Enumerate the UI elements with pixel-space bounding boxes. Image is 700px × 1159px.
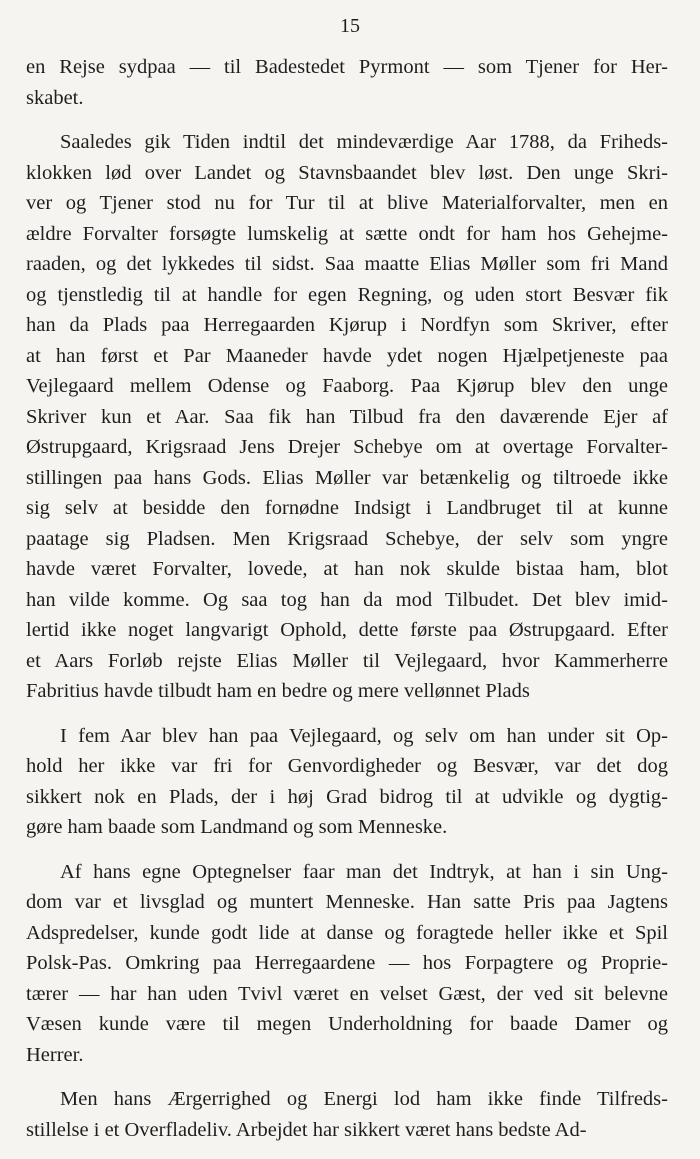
text-line: han vilde komme. Og saa tog han da mod Tilbudet. Det blev imid- — [26, 588, 668, 611]
paragraph — [26, 857, 668, 1071]
text-line: raaden, og det lykkedes til sidst. Saa maatte Elias Møller som fri Mand — [26, 253, 668, 275]
text-line: og tjenstledig til at handle for egen Regning, og uden stort Besvær fik — [26, 283, 668, 306]
paragraph — [26, 1084, 668, 1145]
text-line: hold her ikke var fri for Genvordigheder og Besvær, var det dog — [26, 755, 668, 777]
body-text — [26, 52, 668, 1159]
text-line: klokken lød over Landet og Stavnsbaandet blev løst. Den unge Skri- — [26, 161, 668, 184]
text-line: sikkert nok en Plads, der i høj Grad bidrog til at udvikle og dygtig- — [26, 785, 668, 808]
paragraph — [26, 52, 668, 113]
text-line: stillelse i et Overfladeliv. Arbejdet har sikkert været hans bedste Ad- — [26, 1118, 587, 1141]
text-line: Østrupgaard, Krigsraad Jens Drejer Schebye om at overtage Forvalter- — [26, 436, 668, 458]
text-line: Men hans Ærgerrighed og Energi lod ham ikke finde Tilfreds- — [60, 1088, 668, 1110]
text-line: I fem Aar blev han paa Vejlegaard, og selv om han under sit Op- — [60, 724, 668, 747]
page-number: 15 — [340, 15, 360, 37]
text-line: ver og Tjener stod nu for Tur til at blive Materialforvalter, men en — [26, 192, 668, 214]
text-line: skabet. — [26, 86, 84, 109]
text-line: gøre ham baade som Landmand og som Menneske. — [26, 816, 448, 838]
text-line: havde været Forvalter, lovede, at han nok skulde bistaa ham, blot — [26, 558, 668, 580]
text-line: Herrer. — [26, 1043, 84, 1066]
text-line: Væsen kunde være til megen Underholdning for baade Damer og — [26, 1013, 668, 1035]
text-line: dom var et livsglad og muntert Menneske. Han satte Pris paa Jagtens — [26, 891, 668, 913]
text-line: at han først et Par Maaneder havde ydet nogen Hjælpetjeneste paa — [26, 344, 668, 367]
paragraph — [26, 127, 668, 707]
text-line: Vejlegaard mellem Odense og Faaborg. Paa Kjørup blev den unge — [26, 375, 668, 397]
text-line: tærer — har han uden Tvivl været en velset Gæst, der ved sit belevne — [26, 982, 668, 1005]
text-line: sig selv at besidde den fornødne Indsigt i Landbruget til at kunne — [26, 497, 668, 519]
text-line: Saaledes gik Tiden indtil det mindeværdige Aar 1788, da Friheds- — [60, 131, 668, 153]
text-line: han da Plads paa Herregaarden Kjørup i Nordfyn som Skriver, efter — [26, 314, 668, 336]
paragraph — [26, 721, 668, 843]
text-line: Fabritius havde tilbudt ham en bedre og mere vellønnet Plads — [26, 680, 530, 702]
text-line: Polsk-Pas. Omkring paa Herregaardene — hos Forpagtere og Proprie- — [26, 952, 668, 974]
text-line: en Rejse sydpaa — til Badestedet Pyrmont — som Tjener for Her- — [26, 56, 668, 78]
text-line: Af hans egne Optegnelser faar man det Indtryk, at han i sin Ung- — [60, 860, 668, 883]
text-line: et Aars Forløb rejste Elias Møller til Vejlegaard, hvor Kammerherre — [26, 649, 668, 672]
text-line: paatage sig Pladsen. Men Krigsraad Schebye, der selv som yngre — [26, 527, 668, 550]
text-line: ældre Forvalter forsøgte lumskelig at sætte ondt for ham hos Gehejme- — [26, 222, 668, 245]
text-line: lertid ikke noget langvarigt Ophold, dette første paa Østrupgaard. Efter — [26, 619, 668, 641]
text-line: stillingen paa hans Gods. Elias Møller var betænkelig og tiltroede ikke — [26, 466, 668, 489]
text-line: Adspredelser, kunde godt lide at danse og foragtede heller ikke et Spil — [26, 921, 668, 944]
text-line: Skriver kun et Aar. Saa fik han Tilbud fra den daværende Ejer af — [26, 405, 668, 428]
